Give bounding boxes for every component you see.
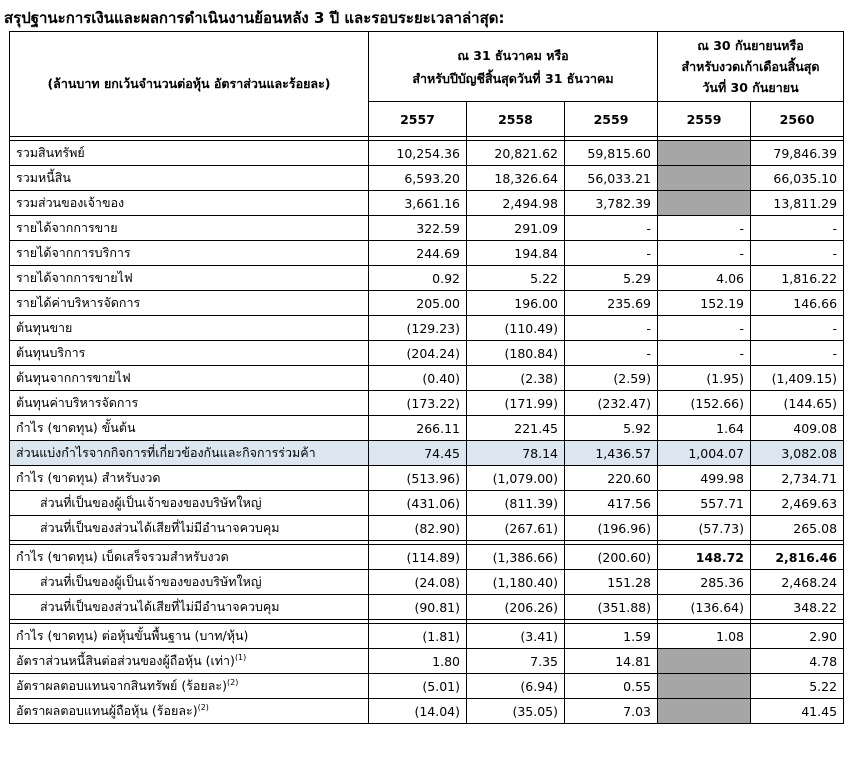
row-label xyxy=(10,141,369,166)
table-row xyxy=(10,291,844,316)
value-cell: (2.38) xyxy=(467,366,565,391)
row-label-text: ส่วนที่เป็นของผู้เป็นเจ้าของของบริษัทใหญ่ xyxy=(40,495,262,510)
value-cell: 409.08 xyxy=(751,416,844,441)
value-cell: 265.08 xyxy=(751,516,844,541)
interim-header-line-2: สำหรับงวดเก้าเดือนสิ้นสุด xyxy=(681,59,820,74)
row-label-text: กำไร (ขาดทุน) ขั้นต้น xyxy=(16,420,136,435)
row-label xyxy=(10,366,369,391)
row-label xyxy=(10,516,369,541)
value-cell: (136.64) xyxy=(658,595,751,620)
value-cell: (173.22) xyxy=(369,391,467,416)
row-label-text: ต้นทุนบริการ xyxy=(16,345,86,360)
row-label-text: กำไร (ขาดทุน) ต่อหุ้นขั้นพื้นฐาน (บาท/หุ้น) xyxy=(16,628,249,643)
value-cell: (6.94) xyxy=(467,674,565,699)
table-row xyxy=(10,341,844,366)
value-cell: 10,254.36 xyxy=(369,141,467,166)
value-cell xyxy=(658,141,751,166)
value-cell: (24.08) xyxy=(369,570,467,595)
table-row xyxy=(10,416,844,441)
value-cell: 74.45 xyxy=(369,441,467,466)
value-cell: (196.96) xyxy=(565,516,658,541)
row-label xyxy=(10,241,369,266)
value-cell: 56,033.21 xyxy=(565,166,658,191)
row-label-text: ส่วนที่เป็นของส่วนได้เสียที่ไม่มีอำนาจควบคุม xyxy=(40,599,280,614)
table-row xyxy=(10,491,844,516)
value-cell: (35.05) xyxy=(467,699,565,724)
value-cell: 1.80 xyxy=(369,649,467,674)
value-cell: (1,386.66) xyxy=(467,545,565,570)
value-cell: 152.19 xyxy=(658,291,751,316)
row-label xyxy=(10,391,369,416)
table-row xyxy=(10,545,844,570)
row-label-text: อัตราผลตอบแทนผู้ถือหุ้น (ร้อยละ) xyxy=(16,703,198,718)
value-cell: (513.96) xyxy=(369,466,467,491)
value-cell xyxy=(658,674,751,699)
year-header: 2558 xyxy=(467,102,565,137)
value-cell: 78.14 xyxy=(467,441,565,466)
value-cell: 18,326.64 xyxy=(467,166,565,191)
value-cell: 205.00 xyxy=(369,291,467,316)
value-cell: - xyxy=(565,216,658,241)
value-cell: 6,593.20 xyxy=(369,166,467,191)
row-label-text: ต้นทุนค่าบริหารจัดการ xyxy=(16,395,139,410)
table-row xyxy=(10,316,844,341)
value-cell: - xyxy=(751,341,844,366)
value-cell: (232.47) xyxy=(565,391,658,416)
value-cell: (351.88) xyxy=(565,595,658,620)
row-label xyxy=(10,441,369,466)
table-row xyxy=(10,241,844,266)
table-row xyxy=(10,674,844,699)
value-cell: - xyxy=(658,216,751,241)
value-cell: 5.22 xyxy=(467,266,565,291)
value-cell: (82.90) xyxy=(369,516,467,541)
table-row xyxy=(10,595,844,620)
value-cell: 2,816.46 xyxy=(751,545,844,570)
value-cell: 0.55 xyxy=(565,674,658,699)
value-cell: (110.49) xyxy=(467,316,565,341)
table-body xyxy=(10,137,844,724)
value-cell xyxy=(658,699,751,724)
financial-summary-table xyxy=(9,31,844,724)
value-cell: (144.65) xyxy=(751,391,844,416)
row-label xyxy=(10,216,369,241)
row-label-text: ส่วนที่เป็นของผู้เป็นเจ้าของของบริษัทใหญ่ xyxy=(40,574,262,589)
value-cell: (206.26) xyxy=(467,595,565,620)
table-row xyxy=(10,366,844,391)
row-label xyxy=(10,595,369,620)
value-cell: - xyxy=(565,316,658,341)
value-cell: 2,469.63 xyxy=(751,491,844,516)
row-label xyxy=(10,166,369,191)
value-cell: 266.11 xyxy=(369,416,467,441)
value-cell: 499.98 xyxy=(658,466,751,491)
value-cell: (200.60) xyxy=(565,545,658,570)
row-label-text: ส่วนที่เป็นของส่วนได้เสียที่ไม่มีอำนาจควบคุม xyxy=(40,520,280,535)
year-header: 2559 xyxy=(658,102,751,137)
row-label-text: รวมส่วนของเจ้าของ xyxy=(16,195,125,210)
row-label xyxy=(10,624,369,649)
row-label-text: รายได้ค่าบริหารจัดการ xyxy=(16,295,141,310)
row-label xyxy=(10,649,369,674)
value-cell: 1.59 xyxy=(565,624,658,649)
year-header: 2557 xyxy=(369,102,467,137)
value-cell: - xyxy=(658,341,751,366)
interim-header-line-1: ณ 30 กันยายนหรือ xyxy=(697,38,804,53)
row-label xyxy=(10,674,369,699)
value-cell: (204.24) xyxy=(369,341,467,366)
value-cell: 235.69 xyxy=(565,291,658,316)
value-cell: 3,082.08 xyxy=(751,441,844,466)
value-cell: (3.41) xyxy=(467,624,565,649)
table-row xyxy=(10,141,844,166)
value-cell: (1.81) xyxy=(369,624,467,649)
unit-note: (ล้านบาท ยกเว้นจำนวนต่อหุ้น อัตราส่วนและร้อยละ) xyxy=(10,32,369,137)
value-cell: 1.64 xyxy=(658,416,751,441)
value-cell: 14.81 xyxy=(565,649,658,674)
value-cell: 2,734.71 xyxy=(751,466,844,491)
value-cell: 146.66 xyxy=(751,291,844,316)
value-cell: (431.06) xyxy=(369,491,467,516)
interim-header-line-3: วันที่ 30 กันยายน xyxy=(702,80,799,95)
value-cell: 557.71 xyxy=(658,491,751,516)
value-cell: 1.08 xyxy=(658,624,751,649)
value-cell: (90.81) xyxy=(369,595,467,620)
value-cell: (180.84) xyxy=(467,341,565,366)
value-cell: 196.00 xyxy=(467,291,565,316)
table-row xyxy=(10,216,844,241)
value-cell: 0.92 xyxy=(369,266,467,291)
value-cell: 348.22 xyxy=(751,595,844,620)
row-label xyxy=(10,291,369,316)
row-label xyxy=(10,316,369,341)
value-cell: (2.59) xyxy=(565,366,658,391)
table-row xyxy=(10,441,844,466)
year-header: 2559 xyxy=(565,102,658,137)
row-label-text: กำไร (ขาดทุน) สำหรับงวด xyxy=(16,470,161,485)
row-label-text: รายได้จากการขายไฟ xyxy=(16,270,133,285)
value-cell: (152.66) xyxy=(658,391,751,416)
page-title: สรุปฐานะการเงินและผลการดำเนินงานย้อนหลัง 3 ปี และรอบระยะเวลาล่าสุด: xyxy=(4,9,505,27)
value-cell: 2,494.98 xyxy=(467,191,565,216)
value-cell: (14.04) xyxy=(369,699,467,724)
value-cell: (811.39) xyxy=(467,491,565,516)
row-label-text: รวมหนี้สิน xyxy=(16,170,71,185)
table-row xyxy=(10,649,844,674)
table-row xyxy=(10,191,844,216)
value-cell: (1,409.15) xyxy=(751,366,844,391)
row-label xyxy=(10,466,369,491)
value-cell: 20,821.62 xyxy=(467,141,565,166)
value-cell: 1,004.07 xyxy=(658,441,751,466)
row-label xyxy=(10,699,369,724)
value-cell: 66,035.10 xyxy=(751,166,844,191)
value-cell: (171.99) xyxy=(467,391,565,416)
value-cell: 417.56 xyxy=(565,491,658,516)
value-cell: 221.45 xyxy=(467,416,565,441)
value-cell: 1,436.57 xyxy=(565,441,658,466)
value-cell xyxy=(658,191,751,216)
value-cell: 148.72 xyxy=(658,545,751,570)
footnote-marker: (2) xyxy=(227,677,239,687)
value-cell: (0.40) xyxy=(369,366,467,391)
value-cell: 220.60 xyxy=(565,466,658,491)
value-cell: 4.06 xyxy=(658,266,751,291)
row-label-text: กำไร (ขาดทุน) เบ็ดเสร็จรวมสำหรับงวด xyxy=(16,549,229,564)
value-cell: 151.28 xyxy=(565,570,658,595)
table-row xyxy=(10,466,844,491)
value-cell: - xyxy=(658,316,751,341)
row-label-text: ส่วนแบ่งกำไรจากกิจการที่เกี่ยวข้องกันและกิจการร่วมค้า xyxy=(16,445,316,460)
year-header: 2560 xyxy=(751,102,844,137)
row-label xyxy=(10,570,369,595)
value-cell: 2,468.24 xyxy=(751,570,844,595)
value-cell: - xyxy=(751,216,844,241)
value-cell: (57.73) xyxy=(658,516,751,541)
row-label-text: รายได้จากการขาย xyxy=(16,220,118,235)
annual-header-line-2: สำหรับปีบัญชีสิ้นสุดวันที่ 31 ธันวาคม xyxy=(412,70,614,86)
value-cell: 3,782.39 xyxy=(565,191,658,216)
annual-header-line-1: ณ 31 ธันวาคม หรือ xyxy=(457,47,569,63)
row-label xyxy=(10,545,369,570)
value-cell: (1.95) xyxy=(658,366,751,391)
value-cell: 79,846.39 xyxy=(751,141,844,166)
value-cell: (5.01) xyxy=(369,674,467,699)
value-cell: - xyxy=(751,316,844,341)
value-cell: 41.45 xyxy=(751,699,844,724)
row-label-text: อัตราส่วนหนี้สินต่อส่วนของผู้ถือหุ้น (เท่า) xyxy=(16,653,235,668)
value-cell xyxy=(658,166,751,191)
value-cell: 244.69 xyxy=(369,241,467,266)
interim-period-header xyxy=(658,32,844,102)
value-cell: (1,079.00) xyxy=(467,466,565,491)
value-cell: - xyxy=(565,241,658,266)
value-cell: - xyxy=(751,241,844,266)
value-cell: - xyxy=(565,341,658,366)
value-cell: 322.59 xyxy=(369,216,467,241)
value-cell: 1,816.22 xyxy=(751,266,844,291)
row-label xyxy=(10,341,369,366)
table-row xyxy=(10,166,844,191)
row-label xyxy=(10,416,369,441)
value-cell: 5.29 xyxy=(565,266,658,291)
value-cell: 3,661.16 xyxy=(369,191,467,216)
annual-period-header xyxy=(369,32,658,102)
row-label xyxy=(10,266,369,291)
value-cell: 2.90 xyxy=(751,624,844,649)
value-cell: 291.09 xyxy=(467,216,565,241)
value-cell: 59,815.60 xyxy=(565,141,658,166)
table-row xyxy=(10,266,844,291)
table-row xyxy=(10,516,844,541)
value-cell: 13,811.29 xyxy=(751,191,844,216)
value-cell: (129.23) xyxy=(369,316,467,341)
value-cell: 5.92 xyxy=(565,416,658,441)
table-row xyxy=(10,570,844,595)
row-label-text: ต้นทุนจากการขายไฟ xyxy=(16,370,131,385)
value-cell: (267.61) xyxy=(467,516,565,541)
value-cell: 7.35 xyxy=(467,649,565,674)
row-label-text: ต้นทุนขาย xyxy=(16,320,73,335)
value-cell xyxy=(658,649,751,674)
value-cell: (1,180.40) xyxy=(467,570,565,595)
value-cell: 4.78 xyxy=(751,649,844,674)
value-cell: 194.84 xyxy=(467,241,565,266)
value-cell: 285.36 xyxy=(658,570,751,595)
footnote-marker: (1) xyxy=(234,652,247,662)
row-label-text: อัตราผลตอบแทนจากสินทรัพย์ (ร้อยละ) xyxy=(16,678,227,693)
value-cell: - xyxy=(658,241,751,266)
value-cell: (114.89) xyxy=(369,545,467,570)
table-row xyxy=(10,699,844,724)
row-label xyxy=(10,191,369,216)
row-label-text: รวมสินทรัพย์ xyxy=(16,145,85,160)
value-cell: 5.22 xyxy=(751,674,844,699)
footnote-marker: (2) xyxy=(197,702,209,712)
table-row xyxy=(10,391,844,416)
value-cell: 7.03 xyxy=(565,699,658,724)
row-label xyxy=(10,491,369,516)
table-row xyxy=(10,624,844,649)
row-label-text: รายได้จากการบริการ xyxy=(16,245,131,260)
